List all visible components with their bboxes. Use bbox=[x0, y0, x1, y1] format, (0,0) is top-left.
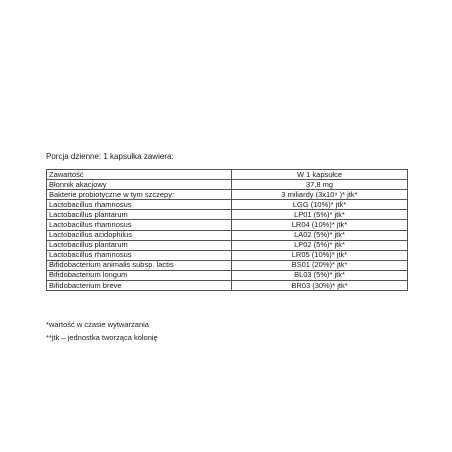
table-row bbox=[47, 220, 408, 230]
table-row bbox=[47, 240, 408, 250]
table-row bbox=[47, 210, 408, 220]
table-row bbox=[47, 270, 408, 280]
ingredient-name: Bifidobacterium longum bbox=[47, 270, 232, 280]
table-row bbox=[47, 250, 408, 260]
header-value-cell: W 1 kapsułce bbox=[232, 170, 408, 180]
ingredient-amount: LR04 (10%)* jtk* bbox=[232, 220, 408, 230]
table-row bbox=[47, 180, 408, 190]
serving-intro: Porcja dzienne: 1 kapsułka zawiera: bbox=[46, 152, 174, 161]
ingredient-name: Lactobacillus rhamnosus bbox=[47, 220, 232, 230]
table-row bbox=[47, 230, 408, 240]
ingredient-amount: BR03 (30%)* jtk* bbox=[232, 281, 408, 291]
table-row bbox=[47, 260, 408, 270]
ingredient-name: Lactobacillus acidophilus bbox=[47, 230, 232, 240]
ingredient-amount: LA02 (5%)* jtk* bbox=[232, 230, 408, 240]
header-name-cell: Zawartość bbox=[47, 170, 232, 180]
ingredient-amount: BL03 (5%)* jtk* bbox=[232, 270, 408, 280]
ingredient-name: Błonnik akacjowy bbox=[47, 180, 232, 190]
table-header-row bbox=[47, 170, 408, 180]
ingredient-name: Lactobacillus rhamnosus bbox=[47, 200, 232, 210]
ingredient-name: Bifidobacterium animalis subsp. lactis bbox=[47, 260, 232, 270]
ingredient-amount: LP02 (5%)* jtk* bbox=[232, 240, 408, 250]
table-row bbox=[47, 200, 408, 210]
footnote-production-value: *wartość w czasie wytwarzania bbox=[46, 320, 149, 329]
ingredient-name: Lactobacillus rhamnosus bbox=[47, 250, 232, 260]
supplement-table bbox=[46, 169, 408, 291]
ingredient-amount: BS01 (20%)* jtk* bbox=[232, 260, 408, 270]
ingredient-amount: LGG (10%)* jtk* bbox=[232, 200, 408, 210]
ingredient-name: Lactobacillus plantarum bbox=[47, 240, 232, 250]
ingredient-name: Lactobacillus plantarum bbox=[47, 210, 232, 220]
table-row bbox=[47, 281, 408, 291]
ingredient-amount: 3 miliardy (3x10⁹ )* jtk* bbox=[232, 190, 408, 200]
ingredient-amount: 37,8 mg bbox=[232, 180, 408, 190]
ingredient-amount: LR05 (10%)* jtk* bbox=[232, 250, 408, 260]
ingredient-name: Bakterie probiotyczne w tym szczepy: bbox=[47, 190, 232, 200]
ingredient-amount: LP01 (5%)* jtk* bbox=[232, 210, 408, 220]
table-row bbox=[47, 190, 408, 200]
ingredient-name: Bifidobacterium breve bbox=[47, 281, 232, 291]
footnote-cfu-definition: **jtk – jednostka tworząca kolonię bbox=[46, 333, 158, 342]
